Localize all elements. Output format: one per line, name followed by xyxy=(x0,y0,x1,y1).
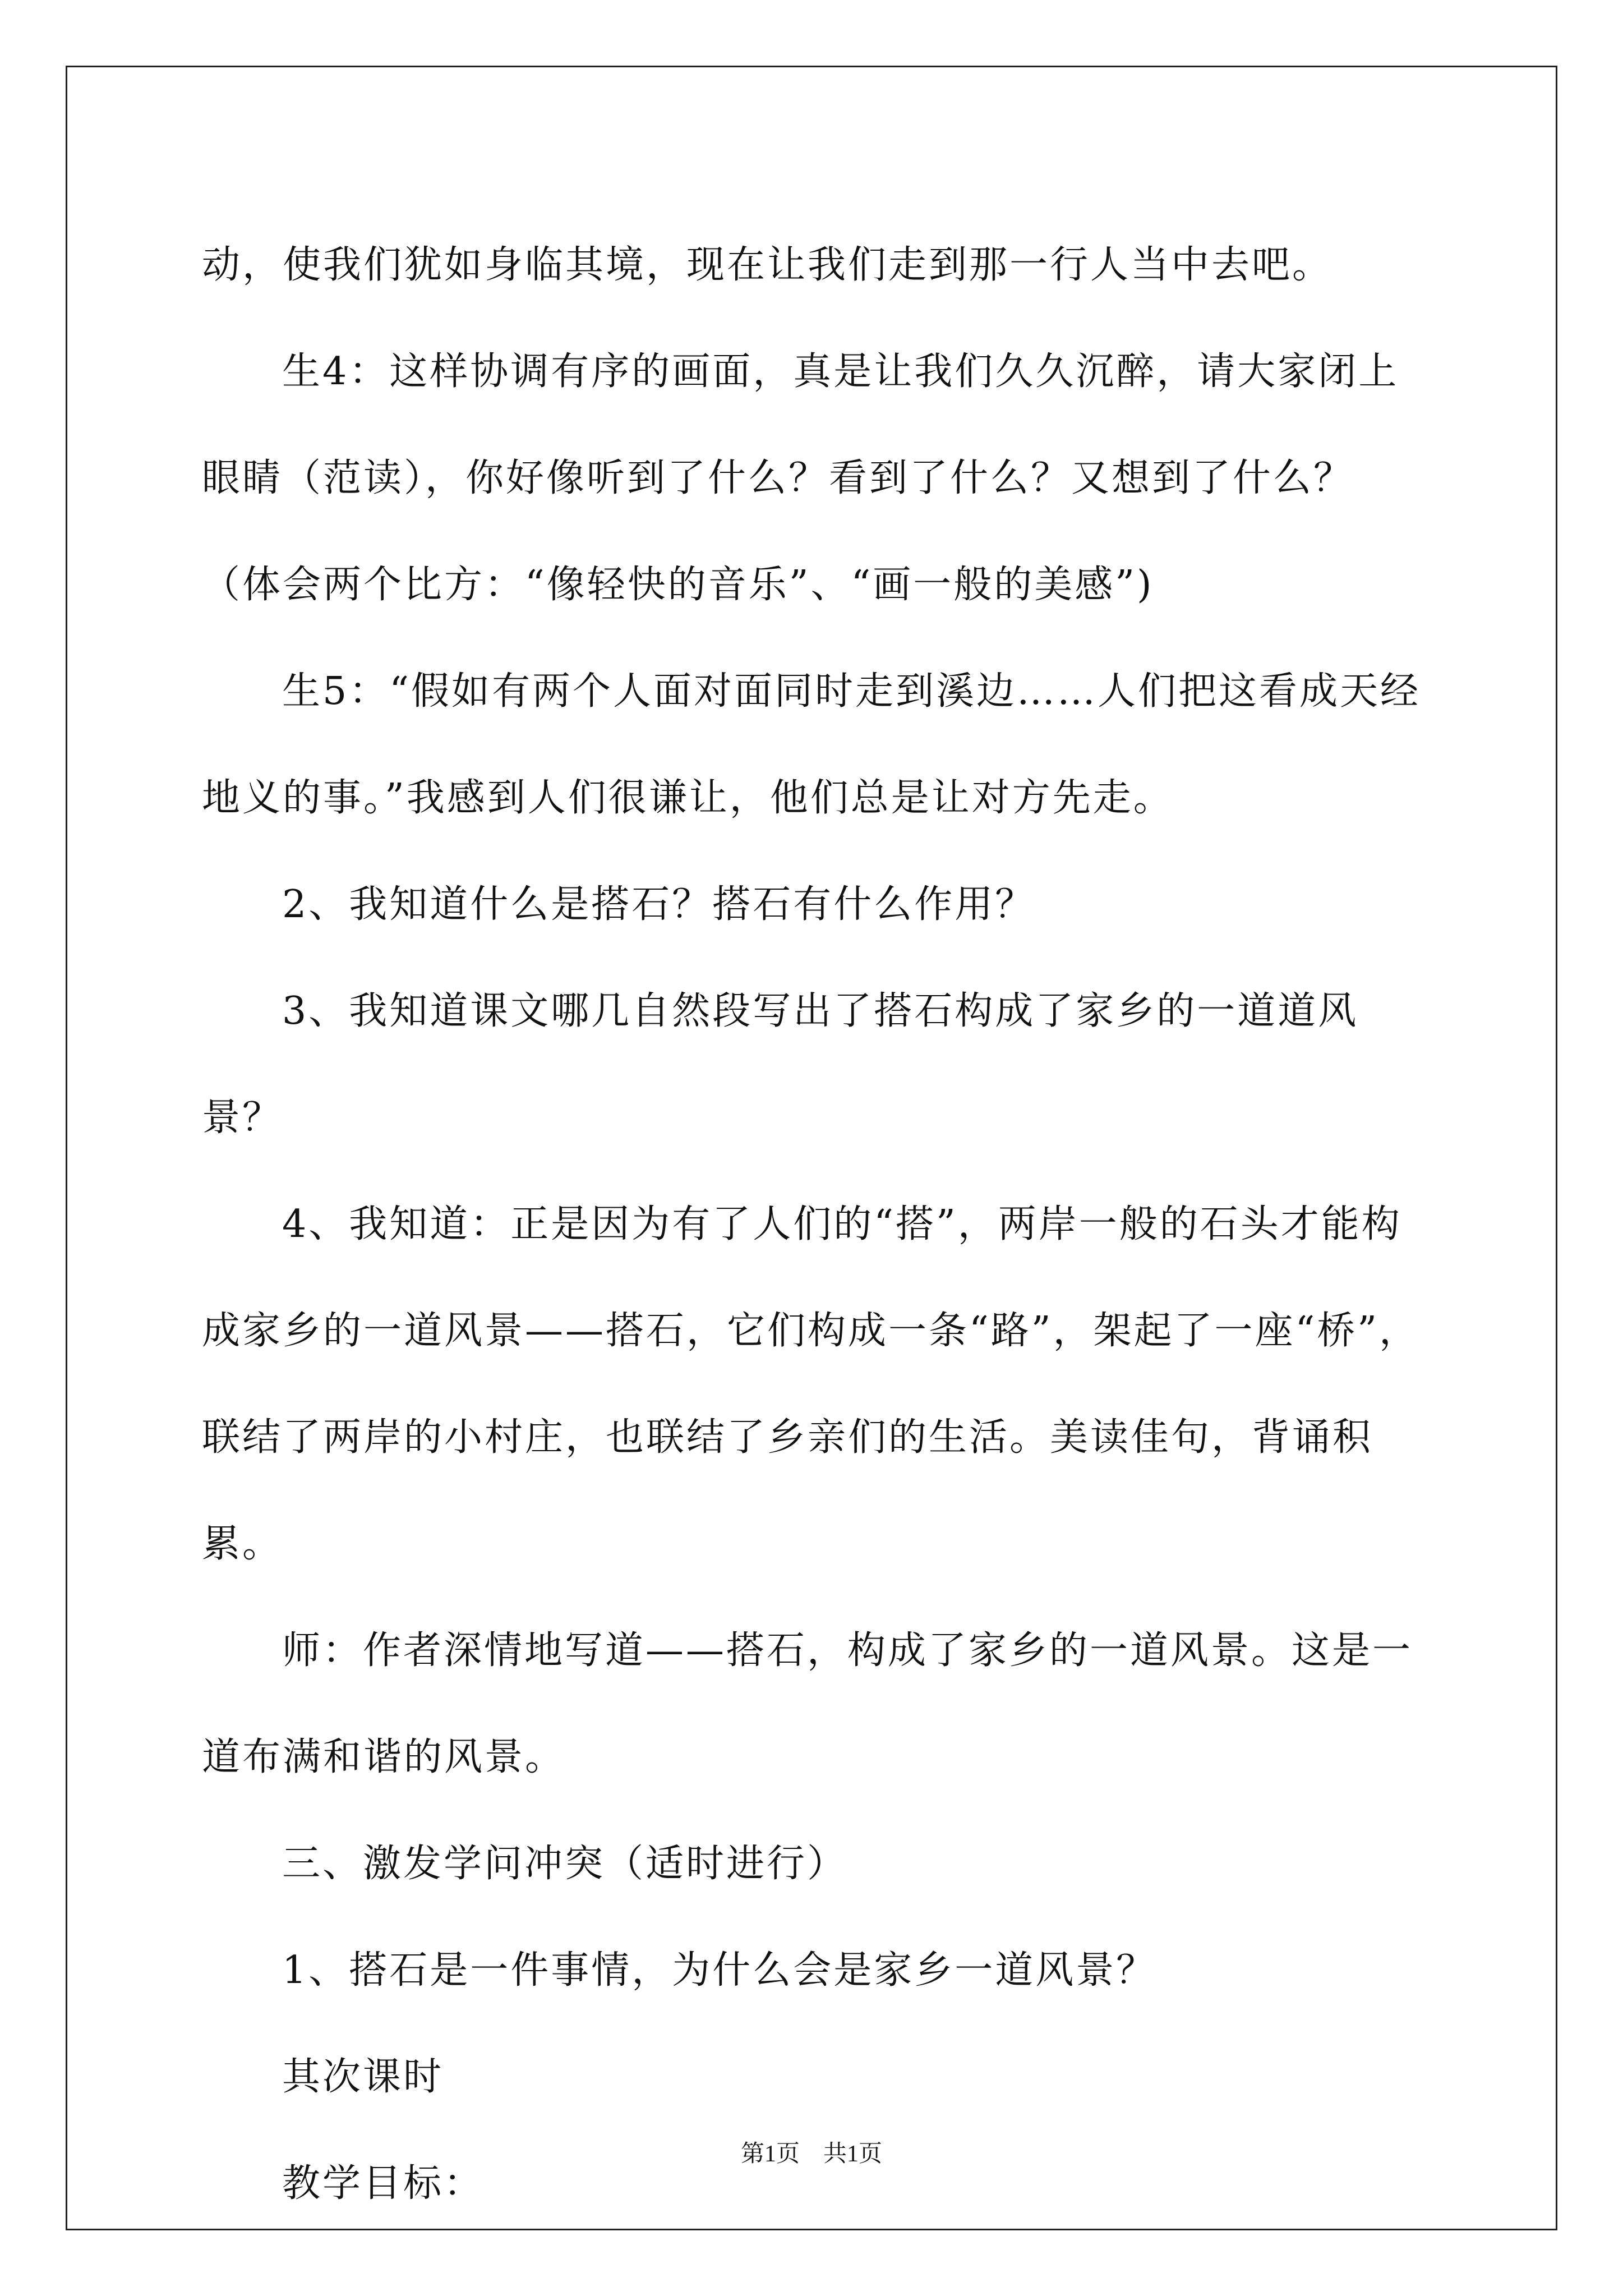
paragraph-3: 生5：“假如有两个人面对面同时走到溪边……人们把这看成天经地义的事。”我感到人们很谦让，他们总是让对方先走。 xyxy=(202,669,1421,820)
paragraph-7: 师：作者深情地写道——搭石，构成了家乡的一道风景。这是一道布满和谐的风景。 xyxy=(202,1628,1413,1779)
paragraph-5: 3、我知道课文哪几自然段写出了搭石构成了家乡的一道道风景？ xyxy=(202,989,1359,1140)
page-number-footer: 第1页 共1页 xyxy=(740,2141,882,2167)
paragraph-2: 生4：这样协调有序的画面，真是让我们久久沉醉，请大家闭上眼睛（范读），你好像听到了什么？看到了什么？又想到了什么？（体会两个比方：“像轻快的音乐”、“画一般的美感”) xyxy=(202,349,1399,607)
paragraph-6: 4、我知道：正是因为有了人们的“搭”，两岸一般的石头才能构成家乡的一道风景——搭石，它们构成一条“路”，架起了一座“桥”，联结了两岸的小村庄，也联结了乡亲们的生活。美读佳句，背诵积累。 xyxy=(202,1202,1420,1566)
teaching-goals-label: 教学目标： xyxy=(282,2161,485,2206)
lesson-title: 其次课时 xyxy=(282,2055,444,2099)
paragraph-4: 2、我知道什么是搭石？搭石有什么作用？ xyxy=(282,882,1036,927)
paragraph-1: 动，使我们犹如身临其境，现在让我们走到那一行人当中去吧。 xyxy=(202,243,1333,287)
question-1: 1、搭石是一件事情，为什么会是家乡一道风景？ xyxy=(282,1948,1157,1993)
document-body xyxy=(202,212,1430,2237)
section-heading: 三、激发学问冲突（适时进行） xyxy=(282,1842,848,1886)
